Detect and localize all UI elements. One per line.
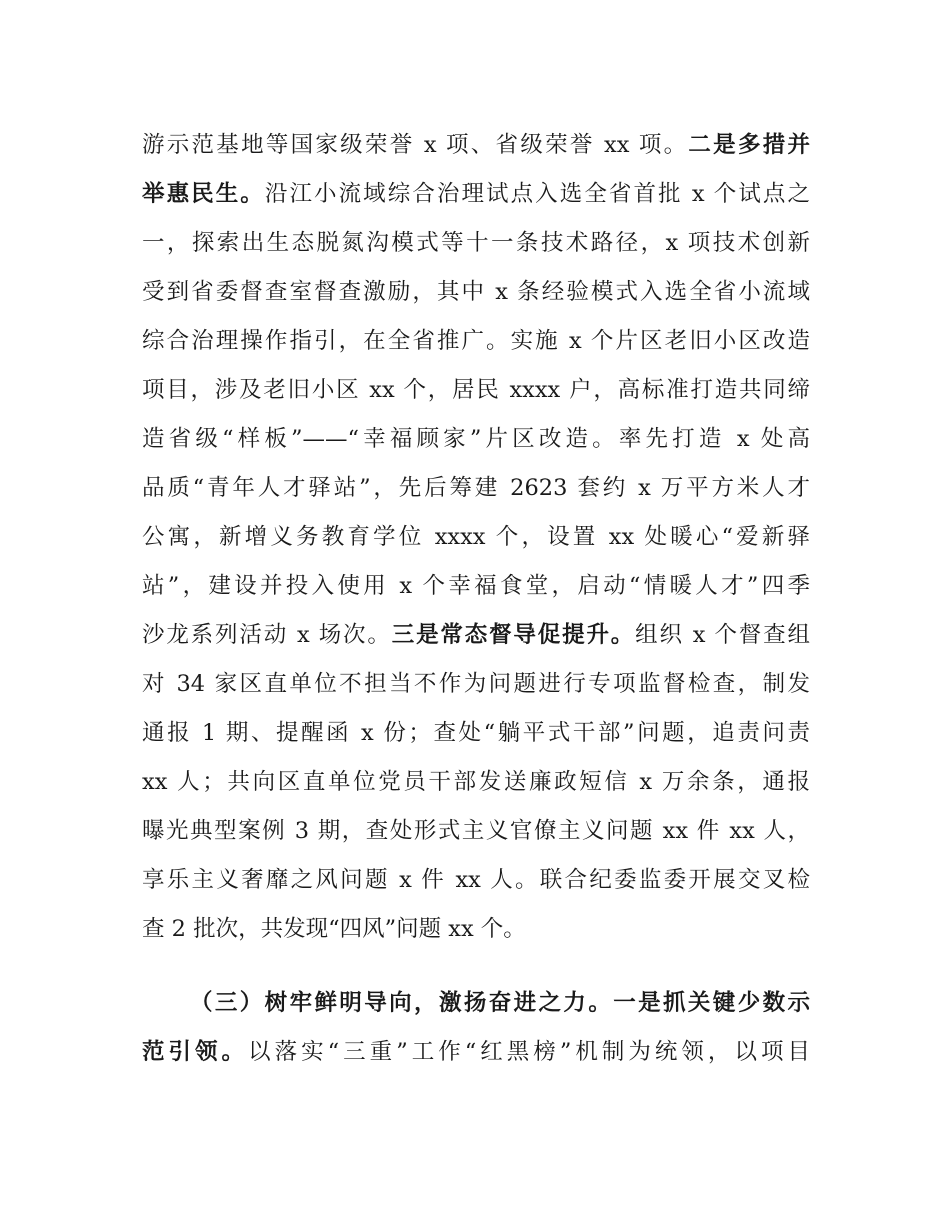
text-line: 项目，涉及老旧小区 xx 个，居民 xxxx 户，高标准打造共同缔 [142, 377, 810, 403]
heading-run: 三是常态督导促提升。 [391, 622, 636, 648]
section-heading-line: （三）树牢鲜明导向，激扬奋进之力。一是抓关键少数示 [190, 990, 810, 1016]
text-line [142, 1037, 810, 1067]
text-line: 造省级“样板”——“幸福顾家”片区改造。率先打造 x 处高 [142, 426, 810, 452]
text-run: 以落实“三重”工作“红黑榜”机制为统领，以项目 [248, 1039, 810, 1065]
text-line: 站”，建设并投入使用 x 个幸福食堂，启动“情暖人才”四季 [142, 573, 810, 599]
text-line: 一，探索出生态脱氮沟模式等十一条技术路径，x 项技术创新 [142, 230, 810, 256]
text-run: 游示范基地等国家级荣誉 x 项、省级荣誉 xx 项。 [142, 132, 689, 158]
text-line: 查 2 批次，共发现“四风”问题 xx 个。 [142, 916, 526, 942]
text-line: 曝光典型案例 3 期，查处形式主义官僚主义问题 xx 件 xx 人， [142, 818, 810, 844]
text-line [142, 179, 810, 209]
text-run: 沙龙系列活动 x 场次。 [142, 622, 392, 648]
text-line: xx 人；共向区直单位党员干部发送廉政短信 x 万余条，通报 [142, 769, 810, 795]
text-line: 对 34 家区直单位不担当不作为问题进行专项监督检查，制发 [142, 671, 810, 697]
text-run: 沿江小流域综合治理试点入选全省首批 x 个试点之 [264, 181, 810, 207]
heading-run: 范引领。 [142, 1039, 249, 1065]
text-line: 综合治理操作指引，在全省推广。实施 x 个片区老旧小区改造 [142, 328, 810, 354]
text-line [142, 130, 810, 160]
heading-run: 举惠民生。 [142, 181, 265, 207]
text-line: 受到省委督查室督查激励，其中 x 条经验模式入选全省小流域 [142, 279, 810, 305]
text-line: 公寓，新增义务教育学位 xxxx 个，设置 xx 处暖心“爱新驿 [142, 524, 810, 550]
text-line: 品质“青年人才驿站”，先后筹建 2623 套约 x 万平方米人才 [142, 475, 810, 501]
text-line: 享乐主义奢靡之风问题 x 件 xx 人。联合纪委监委开展交叉检 [142, 867, 810, 893]
text-run: 组织 x 个督查组 [635, 622, 810, 648]
text-line: 通报 1 期、提醒函 x 份；查处“躺平式干部”问题，追责问责 [142, 720, 810, 746]
text-line [142, 620, 810, 650]
heading-run: 二是多措并 [688, 132, 810, 158]
